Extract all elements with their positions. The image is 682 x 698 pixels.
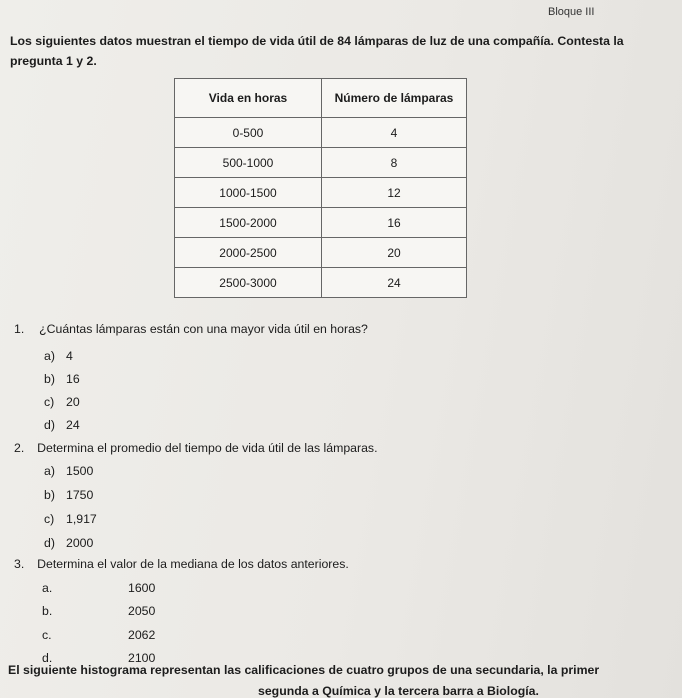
- question-1-option-b[interactable]: [44, 372, 80, 386]
- question-3-number: 3.: [14, 557, 25, 571]
- table-row: [175, 148, 467, 178]
- intro-paragraph: Los siguientes datos muestran el tiempo de vida útil de 84 lámparas de luz de una compañía. Contesta la pregunta 1 y 2.: [10, 34, 624, 68]
- option-letter: b.: [42, 604, 53, 618]
- option-letter: b): [44, 372, 55, 386]
- option-letter: d): [44, 536, 55, 550]
- option-letter: c): [44, 395, 55, 409]
- option-value: 24: [66, 418, 80, 432]
- option-value: 4: [66, 349, 73, 363]
- table-row: [175, 178, 467, 208]
- table-row: [175, 268, 467, 298]
- table-cell-lamps: 16: [322, 208, 467, 238]
- block-label: Bloque III: [548, 6, 595, 18]
- option-letter: c): [44, 512, 55, 526]
- question-3-option-c[interactable]: [42, 628, 155, 642]
- question-2-number: 2.: [14, 441, 25, 455]
- lamp-lifetime-table: [174, 78, 467, 298]
- table-cell-hours: 0-500: [175, 118, 322, 148]
- table-row: [175, 238, 467, 268]
- table-row: [175, 118, 467, 148]
- footer-text-line1: El siguiente histograma representan las calificaciones de cuatro grupos de una secundaria, la primer: [8, 663, 600, 677]
- table-header-row: [175, 79, 467, 118]
- option-value: 1750: [66, 488, 94, 502]
- option-letter: b): [44, 488, 55, 502]
- question-2-option-b[interactable]: [44, 488, 93, 502]
- question-1-text: ¿Cuántas lámparas están con una mayor vida útil en horas?: [39, 322, 368, 336]
- question-2: [14, 441, 378, 455]
- table-cell-hours: 500-1000: [175, 148, 322, 178]
- table-cell-lamps: 20: [322, 238, 467, 268]
- option-value: 2000: [66, 536, 94, 550]
- table-cell-lamps: 24: [322, 268, 467, 298]
- option-value: 2100: [128, 651, 156, 665]
- option-value: 16: [66, 372, 80, 386]
- option-value: 20: [66, 395, 80, 409]
- table-cell-lamps: 4: [322, 118, 467, 148]
- option-letter: a.: [42, 581, 53, 595]
- question-3: [14, 557, 349, 571]
- question-1: [14, 322, 368, 336]
- option-letter: d): [44, 418, 55, 432]
- question-2-option-d[interactable]: [44, 536, 93, 550]
- option-letter: d.: [42, 651, 53, 665]
- question-3-option-b[interactable]: [42, 604, 155, 618]
- table-cell-hours: 2000-2500: [175, 238, 322, 268]
- question-1-option-c[interactable]: [44, 395, 80, 409]
- table-row: [175, 208, 467, 238]
- question-2-text: Determina el promedio del tiempo de vida útil de las lámparas.: [37, 441, 378, 455]
- footer-text-line2: segunda a Química y la tercera barra a Biología.: [258, 684, 539, 698]
- option-letter: a): [44, 464, 55, 478]
- option-value: 1500: [66, 464, 94, 478]
- question-1-option-d[interactable]: [44, 418, 80, 432]
- option-value: 2062: [128, 628, 156, 642]
- table-cell-hours: 2500-3000: [175, 268, 322, 298]
- question-1-number: 1.: [14, 322, 25, 336]
- column-header-hours: Vida en horas: [175, 79, 322, 118]
- question-3-text: Determina el valor de la mediana de los datos anteriores.: [37, 557, 349, 571]
- option-value: 1,917: [66, 512, 97, 526]
- question-2-option-c[interactable]: [44, 512, 97, 526]
- column-header-lamps: Número de lámparas: [322, 79, 467, 118]
- option-value: 1600: [128, 581, 156, 595]
- option-letter: a): [44, 349, 55, 363]
- table-cell-hours: 1000-1500: [175, 178, 322, 208]
- table-cell-hours: 1500-2000: [175, 208, 322, 238]
- option-letter: c.: [42, 628, 52, 642]
- question-3-option-a[interactable]: [42, 581, 155, 595]
- table-cell-lamps: 8: [322, 148, 467, 178]
- option-value: 2050: [128, 604, 156, 618]
- question-1-option-a[interactable]: [44, 349, 73, 363]
- table-cell-lamps: 12: [322, 178, 467, 208]
- question-2-option-a[interactable]: [44, 464, 93, 478]
